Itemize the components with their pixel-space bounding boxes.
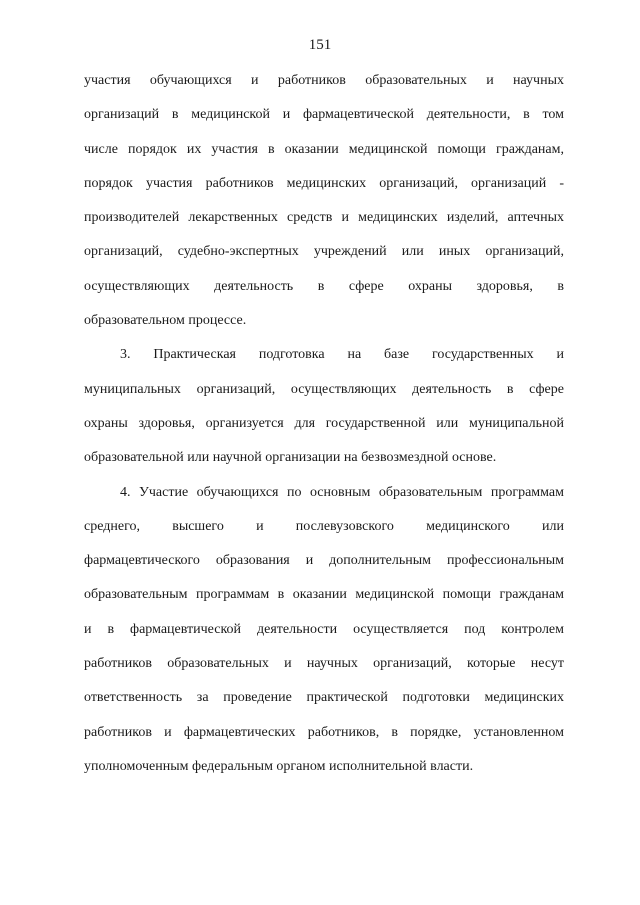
text-line: работников образовательных и научных организаций, которые несут (84, 656, 564, 672)
text-line: охраны здоровья, организуется для государственной или муниципальной (84, 415, 564, 431)
text-line: осуществляющих деятельность в сфере охраны здоровья, в (84, 278, 564, 294)
text-line: муниципальных организаций, осуществляющих деятельность в сфере (84, 381, 564, 397)
text-line: числе порядок их участия в оказании медицинской помощи гражданам, (84, 141, 564, 157)
paragraph-item-3 (84, 338, 564, 475)
text-line: участия обучающихся и работников образовательных и научных (84, 73, 564, 88)
text-line: порядок участия работников медицинских организаций, организаций - (84, 175, 564, 191)
page-number: 151 (308, 37, 332, 53)
text-line: ответственность за проведение практической подготовки медицинских (84, 690, 564, 706)
text-line: фармацевтического образования и дополнительным профессиональным (84, 553, 564, 569)
text-line: среднего, высшего и послевузовского медицинского или (84, 518, 564, 534)
text-line: образовательной или научной организации на безвозмездной основе. (84, 450, 497, 466)
text-line: 4. Участие обучающихся по основным образовательным программам (120, 484, 564, 500)
text-line: и в фармацевтической деятельности осуществляется под контролем (84, 621, 564, 637)
text-line: организаций, судебно-экспертных учреждений или иных организаций, (84, 244, 564, 260)
text-line: производителей лекарственных средств и медицинских изделий, аптечных (84, 210, 564, 226)
text-line: 3. Практическая подготовка на базе государственных и (120, 347, 564, 363)
document-body (84, 64, 564, 784)
paragraph-item-4 (84, 476, 564, 785)
text-line: уполномоченным федеральным органом исполнительной власти. (84, 758, 474, 774)
text-line: работников и фармацевтических работников, в порядке, установленном (84, 724, 564, 740)
paragraph-continuation (84, 64, 564, 338)
text-line: образовательном процессе. (84, 313, 247, 329)
text-line: организаций в медицинской и фармацевтической деятельности, в том (84, 107, 564, 123)
text-line: образовательным программам в оказании медицинской помощи гражданам (84, 587, 564, 603)
